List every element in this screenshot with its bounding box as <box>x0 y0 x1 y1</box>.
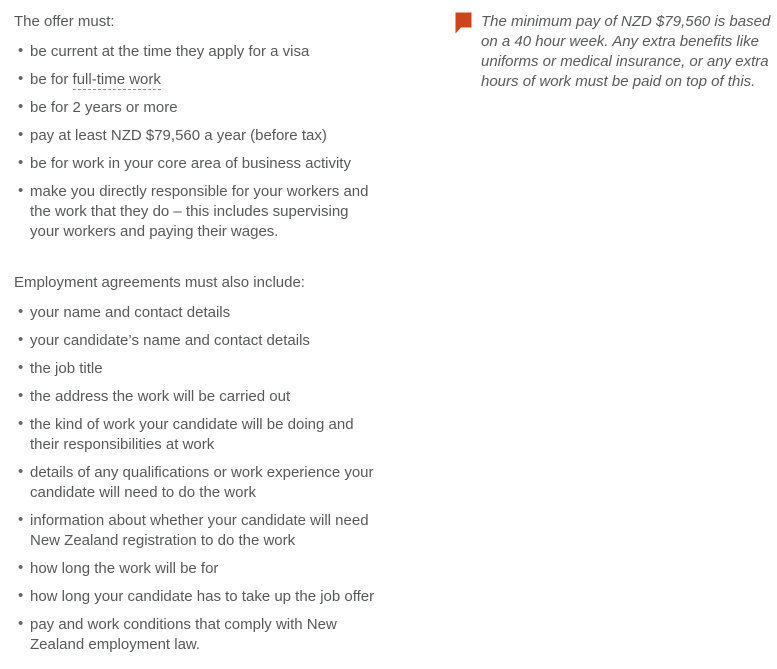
callout <box>455 12 771 92</box>
list-item <box>14 303 380 323</box>
list-item <box>14 415 380 455</box>
main-content <box>14 12 440 663</box>
comment-icon <box>455 12 472 34</box>
list-item-text: be for 2 years or more <box>30 99 178 116</box>
list-item-text: pay and work conditions that comply with New Zealand employment law. <box>30 616 337 653</box>
list-item <box>14 331 380 351</box>
list-item <box>14 359 380 379</box>
list-item-text: be current at the time they apply for a visa <box>30 43 310 60</box>
list-item-text: the address the work will be carried out <box>30 388 291 405</box>
list-item <box>14 387 380 407</box>
list-item <box>14 615 380 655</box>
list-item <box>14 511 380 551</box>
list-item <box>14 126 380 146</box>
callout-text: The minimum pay of NZD $79,560 is based on a 40 hour week. Any extra benefits like uniforms or medical insurance, or any extra hours of work must be paid on top of this. <box>481 13 771 90</box>
list-item <box>14 463 380 503</box>
list-item-text: make you directly responsible for your workers and the work that they do – this includes supervising your workers and paying their wages. <box>30 183 369 240</box>
list-item <box>14 98 380 118</box>
list-item-text: how long the work will be for <box>30 560 219 577</box>
list-item <box>14 559 380 579</box>
list-item <box>14 42 380 62</box>
list-item-text: how long your candidate has to take up the job offer <box>30 588 375 605</box>
list-item-text: details of any qualifications or work experience your candidate will need to do the work <box>30 464 374 501</box>
list-item-text: information about whether your candidate will need New Zealand registration to do the work <box>30 512 369 549</box>
offer-heading: The offer must: <box>14 13 115 30</box>
list-item-text: be for <box>30 71 73 88</box>
list-item-text: the job title <box>30 360 103 377</box>
full-time-work-link[interactable]: full-time work <box>72 71 161 88</box>
agreements-list <box>14 303 440 655</box>
list-item <box>14 154 380 174</box>
list-item-text: pay at least NZD $79,560 a year (before tax) <box>30 127 327 144</box>
list-item-text: your name and contact details <box>30 304 231 321</box>
list-item <box>14 70 380 90</box>
list-item <box>14 182 380 242</box>
list-item-text: be for work in your core area of business activity <box>30 155 351 172</box>
list-item <box>14 587 380 607</box>
list-item-text: your candidate’s name and contact details <box>30 332 310 349</box>
offer-list <box>14 42 440 242</box>
list-item-text: the kind of work your candidate will be doing and their responsibilities at work <box>30 416 354 453</box>
agreements-heading: Employment agreements must also include: <box>14 274 305 291</box>
